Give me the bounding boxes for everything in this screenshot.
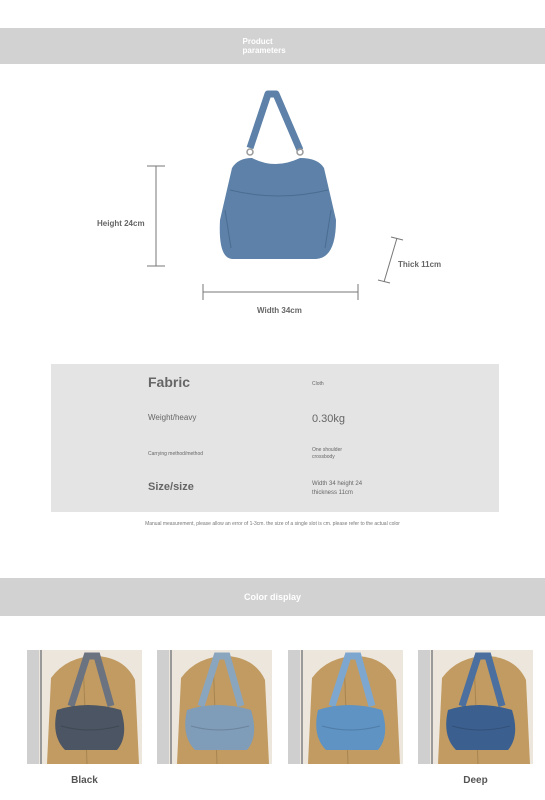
color-display-header <box>0 578 545 616</box>
color-label-1: Black <box>71 775 98 786</box>
specifications-panel <box>51 364 499 512</box>
fabric-label: Fabric <box>148 374 191 390</box>
thick-measure-line <box>384 238 397 282</box>
header-title-line1: Product <box>242 37 273 46</box>
size-value-line2: thickness 11cm <box>312 490 353 496</box>
thick-label: Thick 11cm <box>398 260 442 269</box>
product-bag-image <box>220 158 336 259</box>
color-swatch-image-3[interactable] <box>288 650 403 764</box>
carry-value-line1: One shoulder <box>312 447 343 453</box>
carry-label: Carrying method/method <box>148 451 204 457</box>
size-label: Size/size <box>148 481 194 493</box>
height-label: Height 24cm <box>97 219 145 228</box>
measurement-note: Manual measurement, please allow an error of 1-3cm. the size of a single slot is cm. please refer to the actual color <box>145 521 400 527</box>
color-label-4: Deep <box>463 775 488 786</box>
carry-value <box>312 447 342 461</box>
product-dimension-diagram <box>0 70 545 340</box>
carry-value-line2: crossbody <box>312 454 335 460</box>
size-value-line1: Width 34 height 24 <box>312 481 363 487</box>
weight-value: 0.30kg <box>312 413 346 425</box>
weight-label: Weight/heavy <box>148 413 197 422</box>
color-swatch-image-2[interactable] <box>157 650 272 764</box>
width-label: Width 34cm <box>257 306 302 315</box>
color-swatch-image-1[interactable] <box>27 650 142 764</box>
color-display-title: Color display <box>243 592 301 602</box>
fabric-value: Cloth <box>312 381 324 387</box>
bag-strap <box>247 94 303 155</box>
product-parameters-header <box>0 28 545 64</box>
header-title-line2: parameters <box>242 46 286 55</box>
color-swatch-image-4[interactable] <box>418 650 533 764</box>
size-value <box>312 480 362 498</box>
